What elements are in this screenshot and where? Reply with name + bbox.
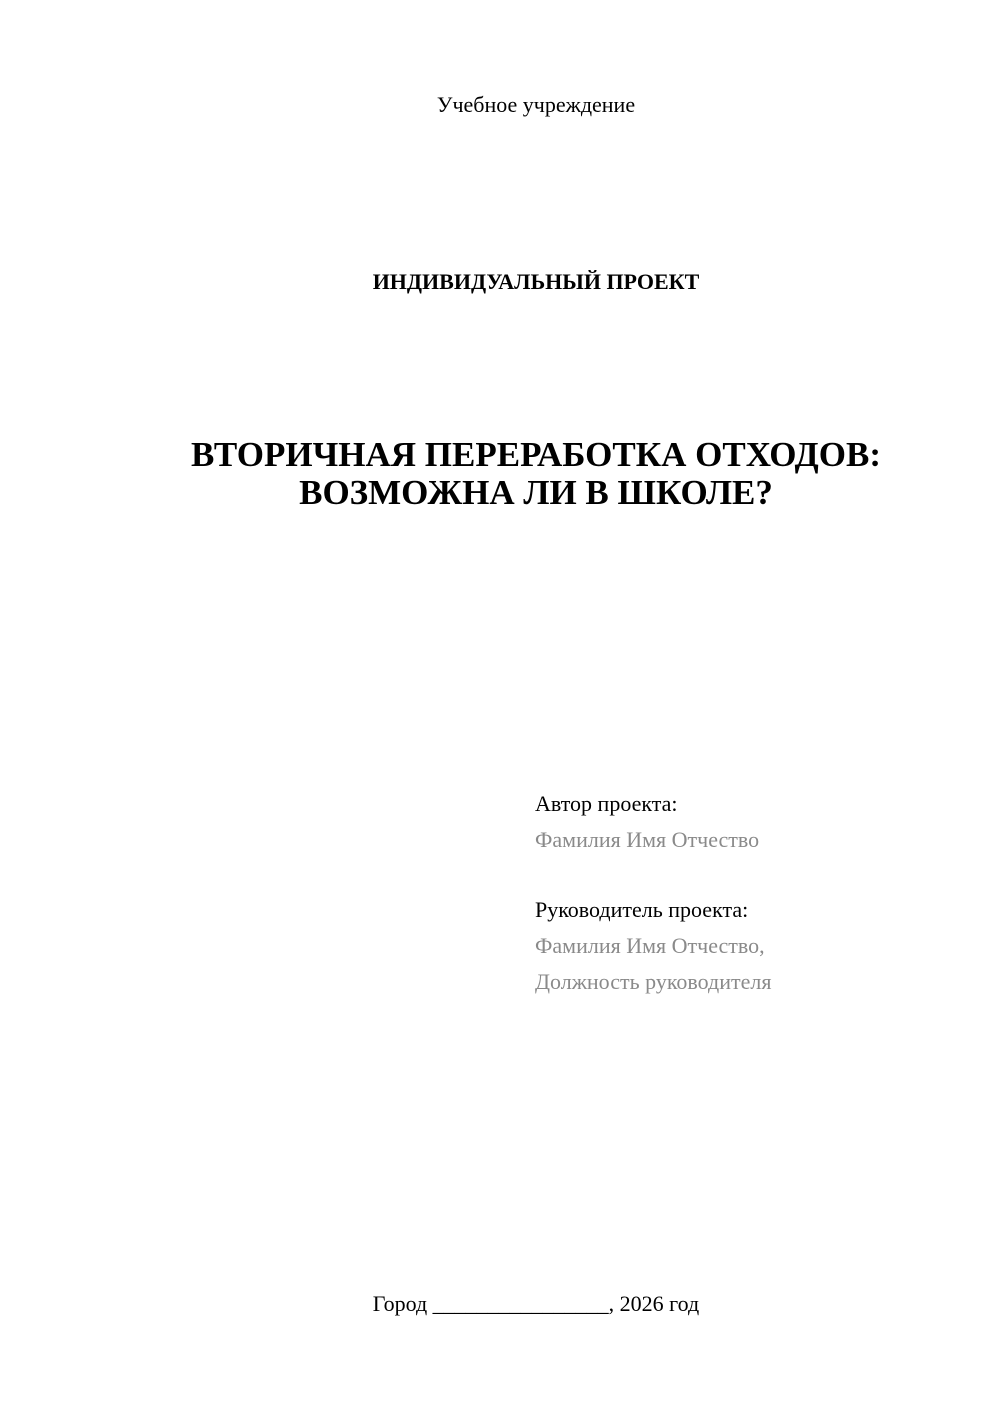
project-title-line-2: ВОЗМОЖНА ЛИ В ШКОЛЕ? [299,473,773,512]
supervisor-position: Должность руководителя [535,969,772,994]
city-year-line: Город ________________, 2026 год [372,1291,700,1316]
project-info-block [535,786,975,1000]
institution-name: Учебное учреждение [436,92,636,117]
project-title-line-1: ВТОРИЧНАЯ ПЕРЕРАБОТКА ОТХОДОВ: [190,435,881,474]
supervisor-name: Фамилия Имя Отчество, [535,933,765,958]
project-title [100,436,972,512]
supervisor-label: Руководитель проекта: [535,897,749,922]
author-name: Фамилия Имя Отчество [535,827,760,852]
project-type-heading: ИНДИВИДУАЛЬНЫЙ ПРОЕКТ [372,269,700,294]
info-spacer [535,858,975,892]
author-label: Автор проекта: [535,791,678,816]
